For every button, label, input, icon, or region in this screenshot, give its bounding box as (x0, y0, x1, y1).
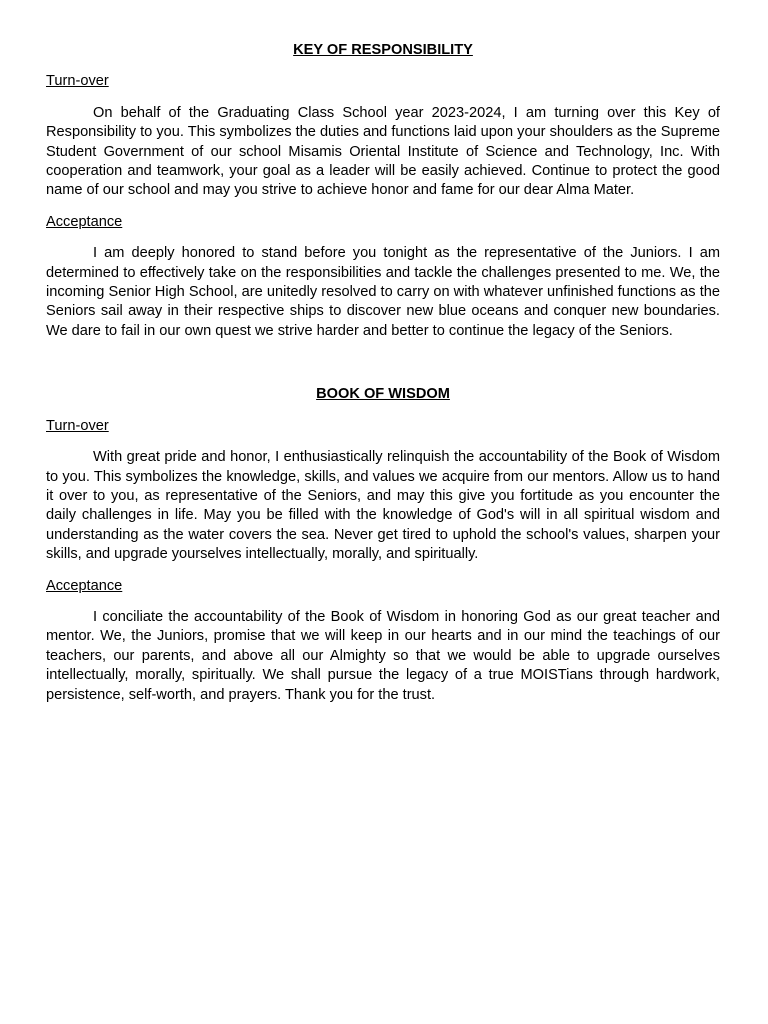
acceptance-paragraph: I conciliate the accountability of the Book of Wisdom in honoring God as our great teacher and mentor. We, the Juniors, promise that we will keep in our hearts and in our mind the teachings of our teachers, our parents, and above all our Almighty so that we would be able to upgrade ourselves intellectually, morally, spiritually. We shall pursue the legacy of a true MOISTians through hardwork, persistence, self-worth, and prayers. Thank you for the trust. (46, 608, 720, 703)
turnover-paragraph: With great pride and honor, I enthusiastically relinquish the accountability of the Book of Wisdom to you. This symbolizes the knowledge, skills, and values we acquire from our mentors. Allow us to hand it over to you, as representative of the Seniors, and may this give you fortitude as you encounter the daily challenges in life. May you be filled with the knowledge of God's will in all spiritual wisdom and understanding as the water covers the sea. Never get tired to uphold the school's values, sharpen your skills, and upgrade yourselves intellectually, morally, and spiritually. (46, 449, 720, 563)
section-key-of-responsibility (46, 41, 720, 341)
section-title: BOOK OF WISDOM (316, 386, 450, 403)
acceptance-label: Acceptance (46, 213, 123, 230)
section-book-of-wisdom (46, 385, 720, 705)
acceptance-label: Acceptance (46, 577, 123, 594)
document-page (46, 41, 720, 705)
section-title: KEY OF RESPONSIBILITY (293, 42, 473, 58)
turnover-label: Turn-over (46, 417, 109, 434)
turnover-label: Turn-over (46, 73, 109, 90)
acceptance-paragraph: I am deeply honored to stand before you tonight as the representative of the Juniors. I am determined to effectively take on the responsibilities and tackle the challenges presented to me. We, the incoming Senior High School, are unitedly resolved to carry on with whatever unfinished functions as the Seniors sail away in their respective ships to discover new blue oceans and conquer new boundaries. We dare to fail in our own quest we strive harder and better to continue the legacy of the Seniors. (46, 245, 720, 339)
turnover-paragraph: On behalf of the Graduating Class School year 2023-2024, I am turning over this Key of Responsibility to you. This symbolizes the duties and functions laid upon your shoulders as the Supreme Student Government of our school Misamis Oriental Institute of Science and Technology, Inc. With cooperation and teamwork, your goal as a leader will be easily achieved. Continue to protect the good name of our school and may you strive to achieve honor and fame for our dear Alma Mater. (46, 104, 720, 199)
